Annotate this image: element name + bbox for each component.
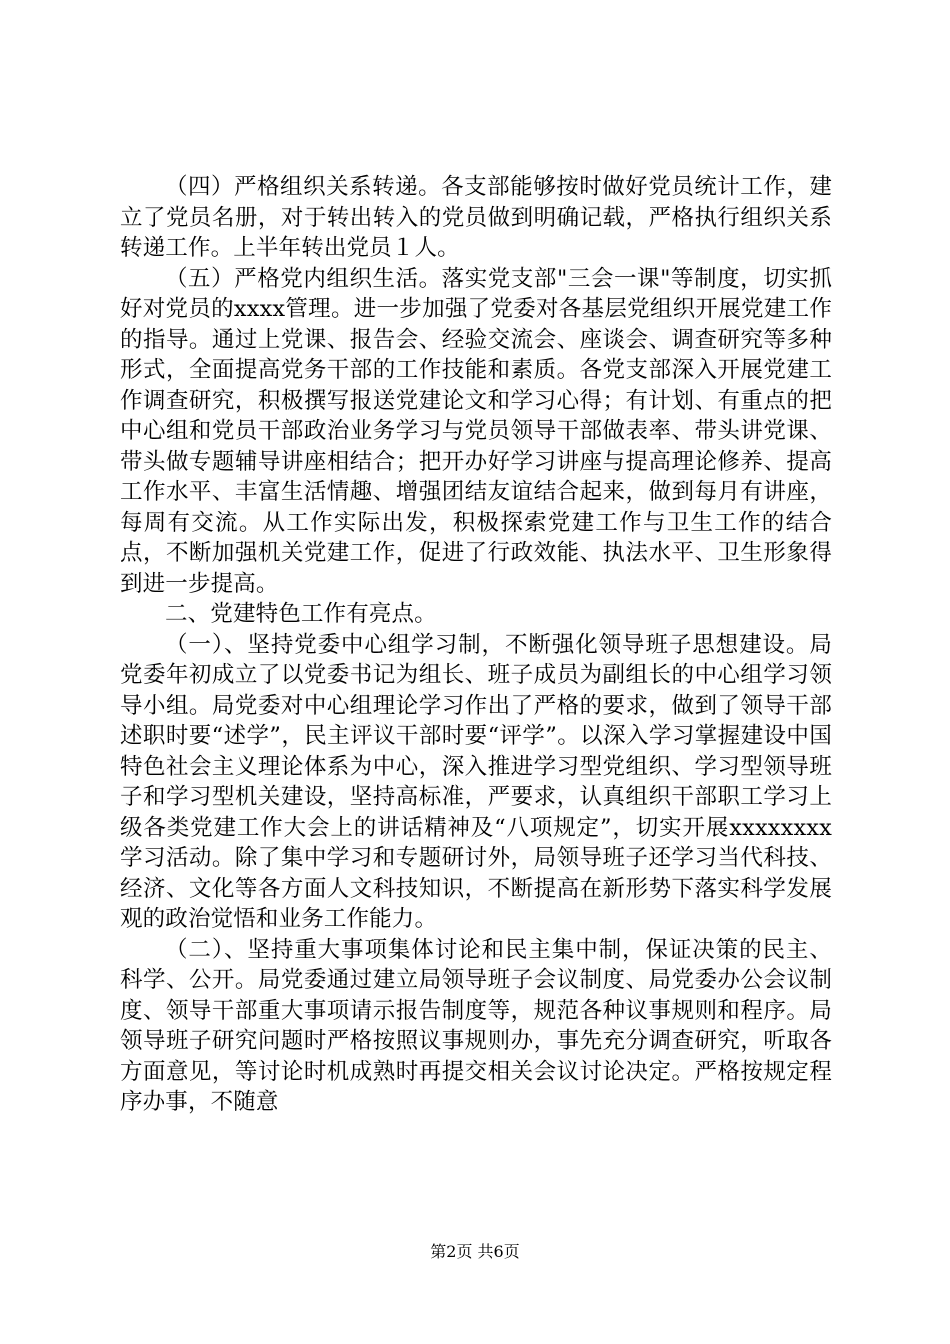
document-body [120, 172, 832, 1118]
paragraph-5-party-life: （五）严格党内组织生活。落实党支部"三会一课"等制度，切实抓好对党员的xxxx管理。进一步加强了党委对各基层党组织开展党建工作的指导。通过上党课、报告会、经验交流会、座谈会、调查研究等多种形式，全面提高党务干部的工作技能和素质。各党支部深入开展党建工作调查研究，积极撰写报送党建论文和学习心得；有计划、有重点的把中心组和党员干部政治业务学习与党员领导干部做表率、带头讲党课、带头做专题辅导讲座相结合；把开办好学习讲座与提高理论修养、提高工作水平、丰富生活情趣、增强团结友谊结合起来，做到每月有讲座，每周有交流。从工作实际出发，积极探索党建工作与卫生工作的结合点，不断加强机关党建工作，促进了行政效能、执法水平、卫生形象得到进一步提高。 [120, 265, 832, 597]
paragraph-4-organization-transfer: （四）严格组织关系转递。各支部能够按时做好党员统计工作，建立了党员名册，对于转出转入的党员做到明确记载，严格执行组织关系转递工作。上半年转出党员１人。 [120, 174, 832, 261]
section-heading-party-building-highlights: 二、党建特色工作有亮点。 [165, 601, 437, 627]
paragraph-2-democratic-centralism: （二）、坚持重大事项集体讨论和民主集中制，保证决策的民主、科学、公开。局党委通过建立局领导班子会议制度、局党委办公会议制度、领导干部重大事项请示报告制度等，规范各种议事规则和程序。局领导班子研究问题时严格按照议事规则办，事先充分调查研究，听取各方面意见，等讨论时机成熟时再提交相关会议讨论决定。严格按规定程序办事，不随意 [120, 936, 832, 1115]
page-number-footer: 第2页 共6页 [430, 1242, 520, 1261]
paragraph-1-central-group-study: （一）、坚持党委中心组学习制，不断强化领导班子思想建设。局党委年初成立了以党委书记为组长、班子成员为副组长的中心组学习领导小组。局党委对中心组理论学习作出了严格的要求，做到了领导干部述职时要“述学”，民主评议干部时要“评学”。以深入学习掌握建设中国特色社会主义理论体系为中心，深入推进学习型党组织、学习型领导班子和学习型机关建设，坚持高标准，严要求，认真组织干部职工学习上级各类党建工作大会上的讲话精神及“八项规定”，切实开展xxxxxxxx学习活动。除了集中学习和专题研讨外，局领导班子还学习当代科技、经济、文化等各方面人文科技知识，不断提高在新形势下落实科学发展观的政治觉悟和业务工作能力。 [120, 631, 832, 932]
